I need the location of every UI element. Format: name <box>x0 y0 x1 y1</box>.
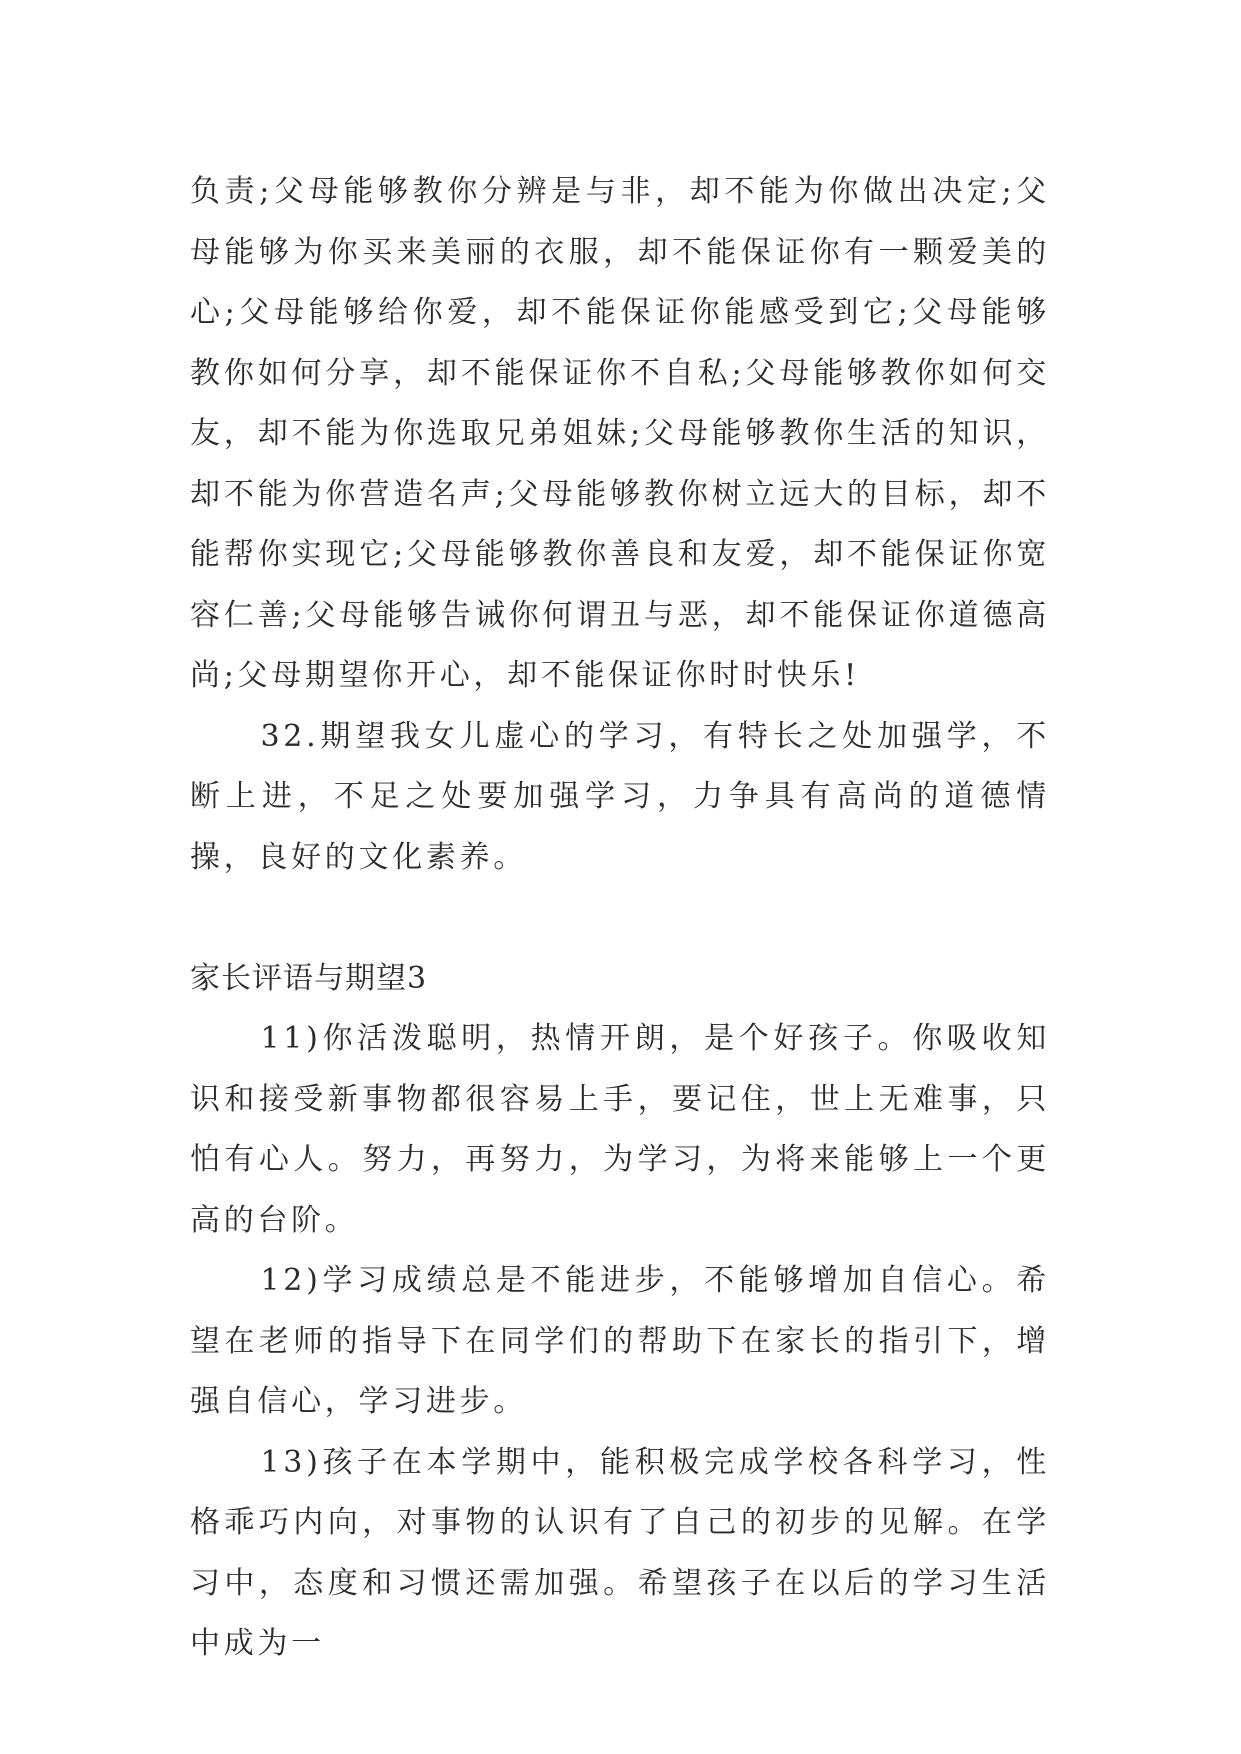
section-heading: 家长评语与期望3 <box>190 960 428 996</box>
comment-item-11: 11)你活泼聪明，热情开朗，是个好孩子。你吸收知识和接受新事物都很容易上手，要记住，世上无难事，只怕有心人。努力，再努力，为学习，为将来能够上一个更高的台阶。 <box>190 1021 1050 1238</box>
comment-item-13: 13)孩子在本学期中，能积极完成学校各科学习，性格乖巧内向，对事物的认识有了自己的初步的见解。在学习中，态度和习惯还需加强。希望孩子在以后的学习生活中成为一 <box>190 1444 1050 1661</box>
comment-item-12: 12)学习成绩总是不能进步，不能够增加自信心。希望在老师的指导下在同学们的帮助下在家长的指引下，增强自信心，学习进步。 <box>190 1263 1050 1419</box>
document-body <box>190 162 1050 1675</box>
continued-paragraph: 负责;父母能够教你分辨是与非，却不能为你做出决定;父母能够为你买来美丽的衣服，却不能保证你有一颗爱美的心;父母能够给你爱，却不能保证你能感受到它;父母能够教你如何分享，却不能保证你不自私;父母能够教你如何交友，却不能为你选取兄弟姐妹;父母能够教你生活的知识，却不能为你营造名声;父母能够教你树立远大的目标，却不能帮你实现它;父母能够教你善良和友爱，却不能保证你宽容仁善;父母能够告诫你何谓丑与恶，却不能保证你道德高尚;父母期望你开心，却不能保证你时时快乐! <box>190 174 1050 693</box>
section-spacer <box>190 888 1050 949</box>
comment-item-32: 32.期望我女儿虚心的学习，有特长之处加强学，不断上进，不足之处要加强学习，力争具有高尚的道德情操，良好的文化素养。 <box>190 718 1050 875</box>
